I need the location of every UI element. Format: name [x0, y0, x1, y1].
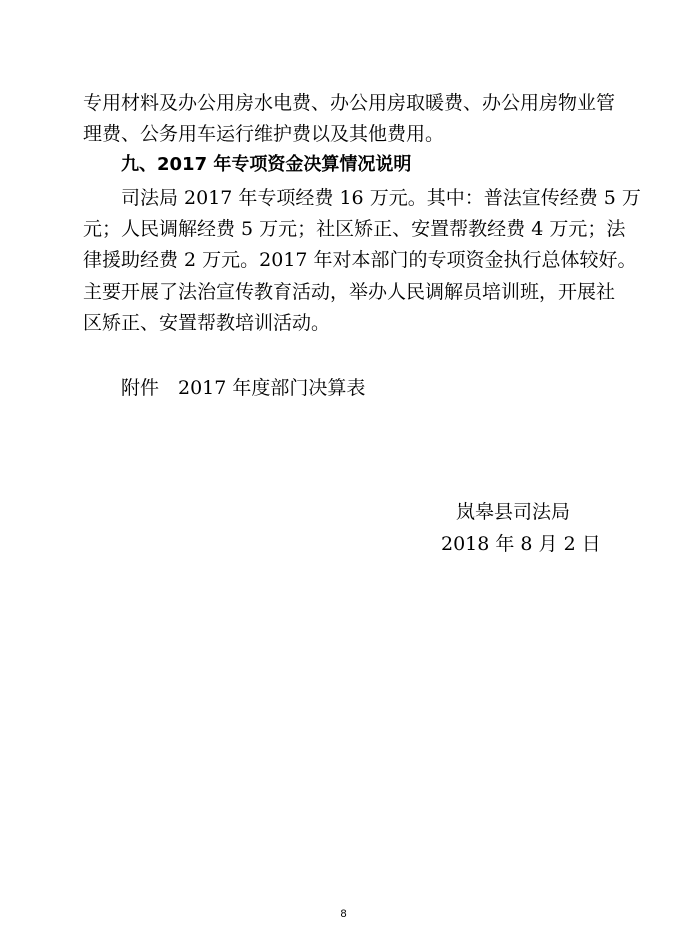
- signature-date: 2018 年 8 月 2 日: [441, 533, 601, 555]
- attachment-note: 附件 2017 年度部门决算表: [121, 377, 366, 399]
- paragraph-line: 专用材料及办公用房水电费、办公用房取暖费、办公用房物业管: [83, 92, 616, 114]
- section-heading: 九、2017 年专项资金决算情况说明: [121, 154, 412, 175]
- page-number: 8: [340, 908, 347, 920]
- paragraph-line: 主要开展了法治宣传教育活动，举办人民调解员培训班，开展社: [83, 281, 616, 303]
- paragraph-line: 元；人民调解经费 5 万元；社区矫正、安置帮教经费 4 万元；法: [83, 218, 626, 240]
- paragraph-line: 律援助经费 2 万元。2017 年对本部门的专项资金执行总体较好。: [83, 249, 637, 271]
- paragraph-line: 理费、公务用车运行维护费以及其他费用。: [83, 123, 445, 145]
- signature-organization: 岚皋县司法局: [456, 501, 571, 523]
- paragraph-line: 司法局 2017 年专项经费 16 万元。其中：普法宣传经费 5 万: [121, 187, 641, 209]
- paragraph-line: 区矫正、安置帮教培训活动。: [83, 312, 331, 334]
